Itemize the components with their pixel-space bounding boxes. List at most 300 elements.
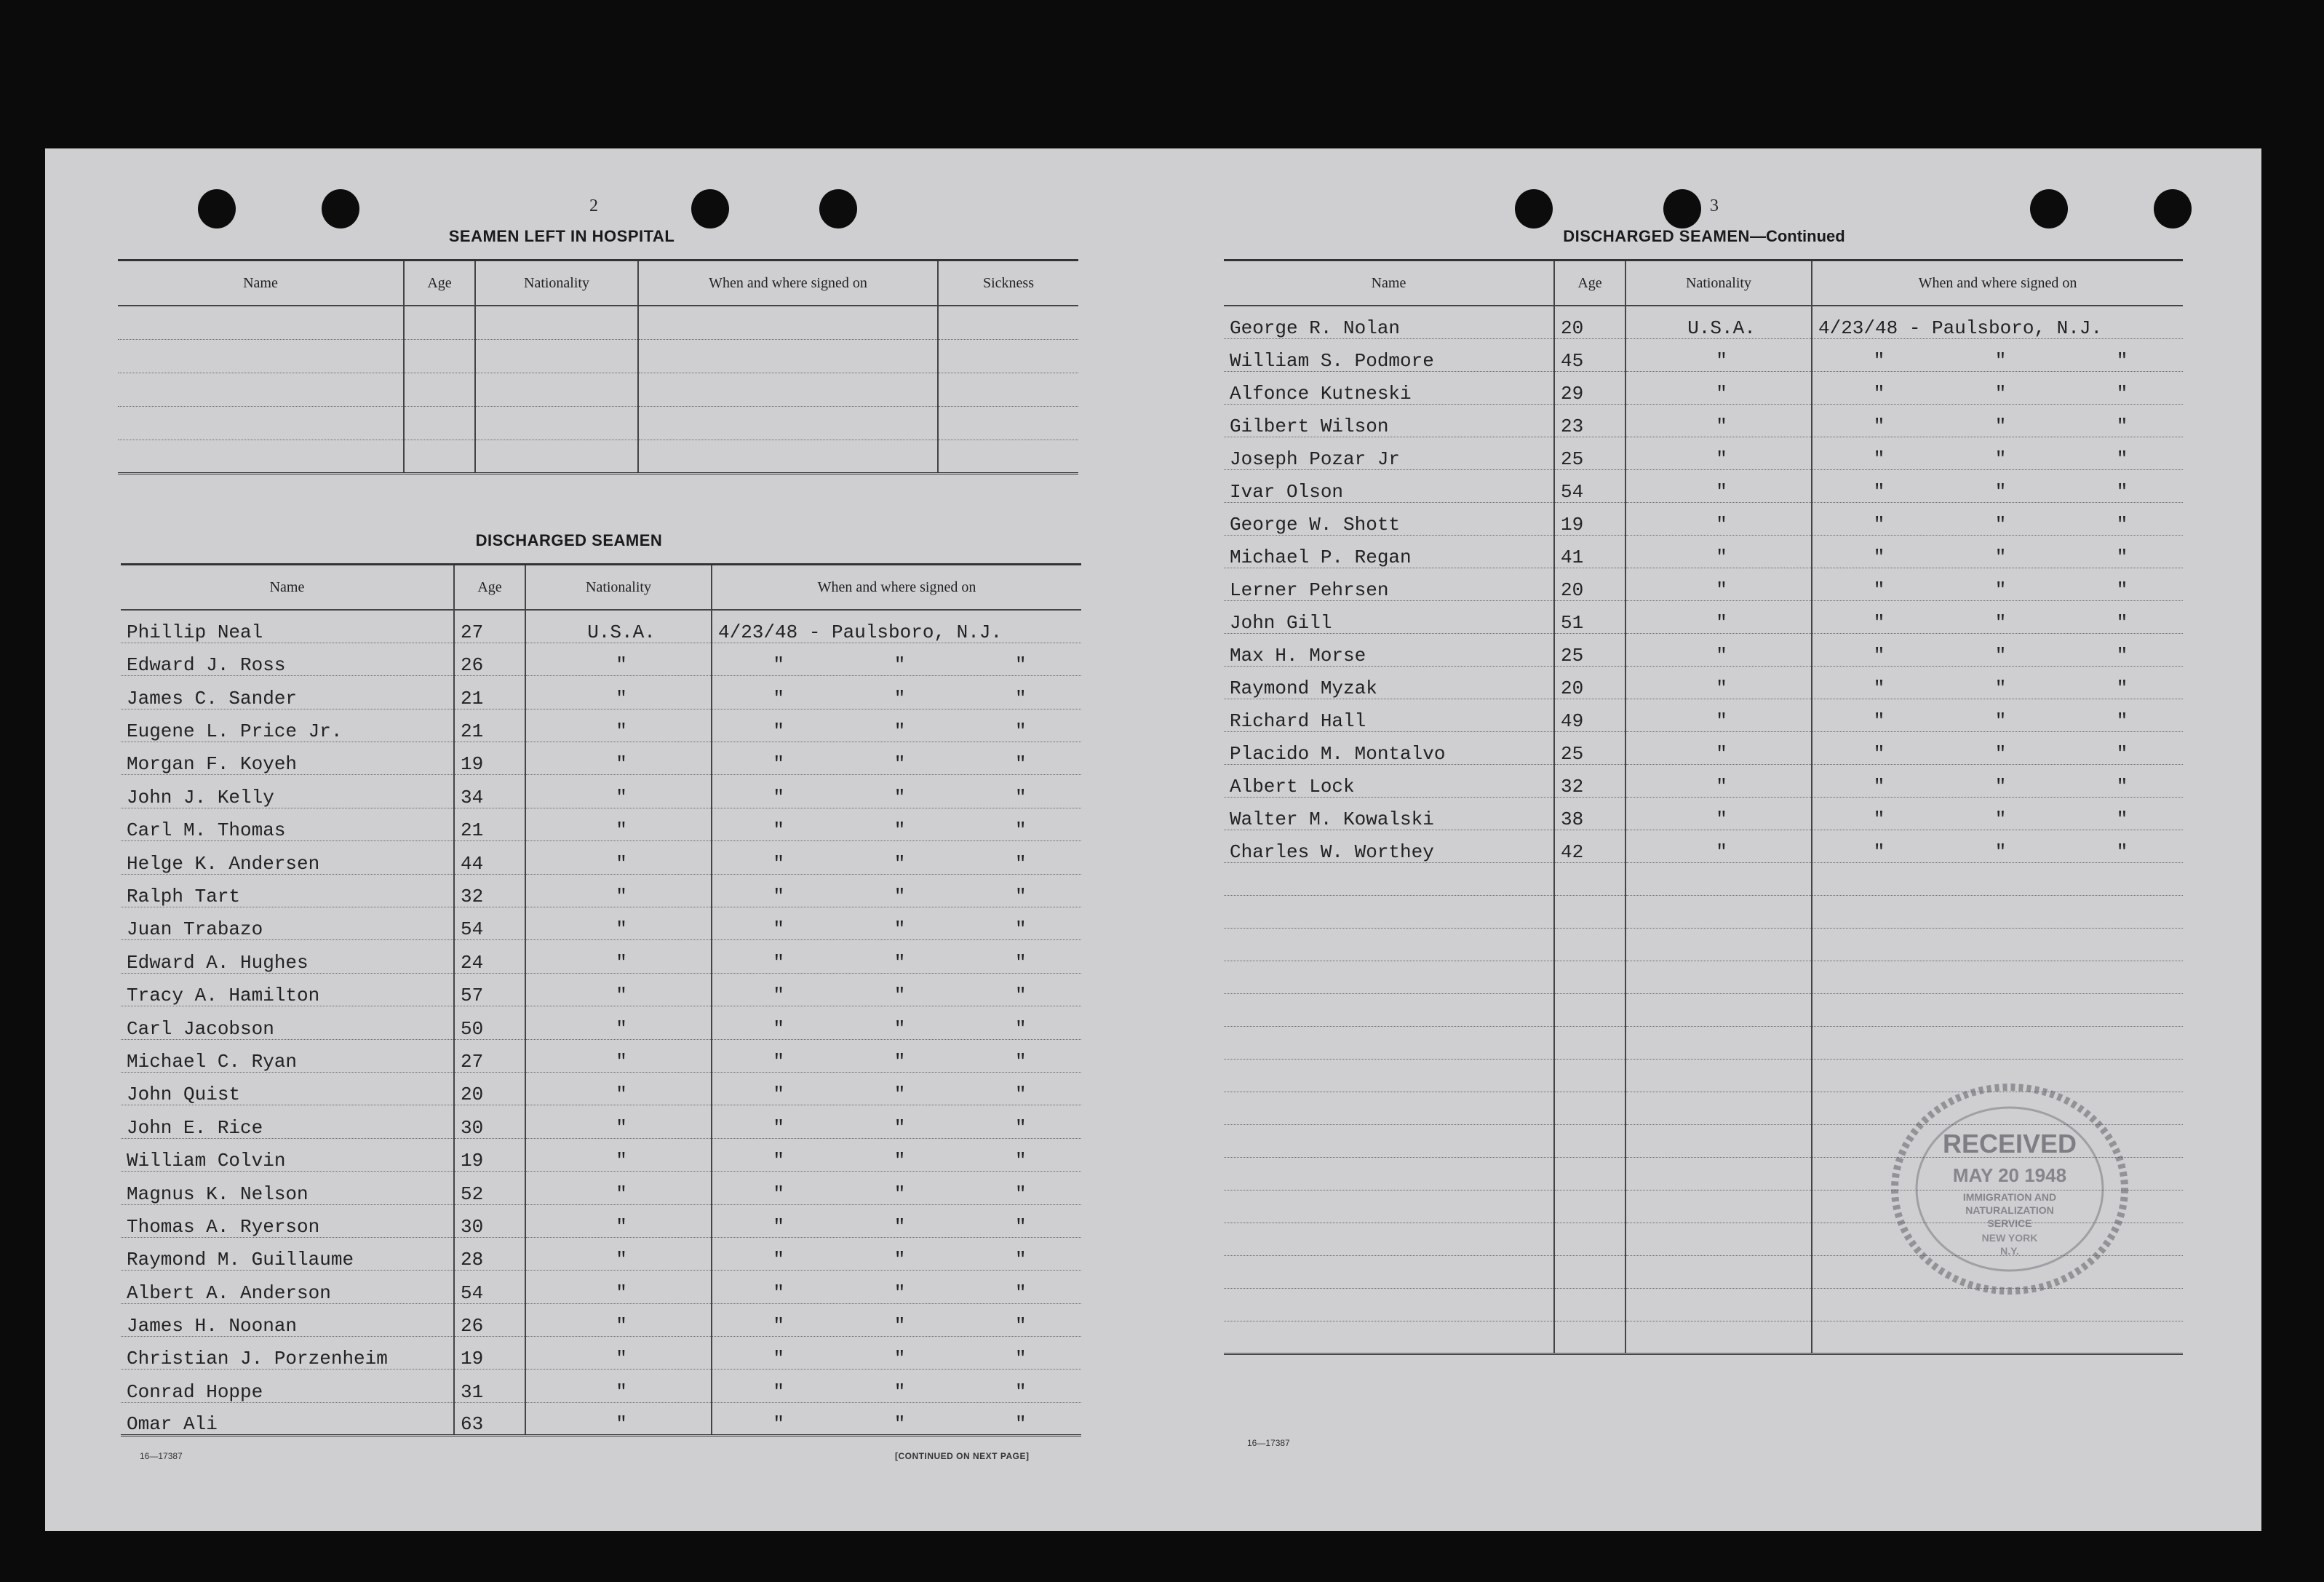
seaman-nationality: "	[1625, 404, 1812, 437]
seaman-age: 26	[454, 643, 525, 675]
seaman-name: George W. Shott	[1224, 502, 1554, 535]
seaman-name: Albert A. Anderson	[121, 1271, 454, 1303]
ditto-marks	[1818, 809, 2183, 830]
seaman-name: William Colvin	[121, 1138, 454, 1171]
ditto-mark: "	[1994, 349, 2007, 371]
ditto-mark: "	[773, 1017, 784, 1040]
seaman-age: 19	[454, 1138, 525, 1171]
ditto-marks	[1818, 482, 2183, 502]
seaman-row	[121, 1006, 1081, 1039]
seaman-name: Richard Hall	[1224, 699, 1554, 731]
ditto-mark: "	[1015, 918, 1027, 940]
seaman-signed-on	[712, 1204, 1081, 1237]
seaman-nationality: "	[525, 1039, 712, 1072]
column-header-signed-on: When and where signed on	[638, 261, 938, 306]
seaman-nationality	[1625, 1059, 1812, 1092]
seaman-name	[1224, 862, 1554, 895]
ditto-mark: "	[773, 852, 784, 875]
seaman-name	[1224, 1223, 1554, 1255]
seaman-nationality	[1625, 862, 1812, 895]
ditto-mark: "	[1015, 1249, 1027, 1271]
seaman-row	[121, 775, 1081, 808]
ditto-mark: "	[894, 720, 906, 742]
ditto-mark: "	[1015, 753, 1027, 775]
ditto-mark: "	[1015, 720, 1027, 742]
ditto-mark: "	[1015, 1380, 1027, 1403]
seaman-age: 31	[454, 1370, 525, 1402]
form-number: 16—17387	[1247, 1438, 1290, 1448]
seaman-age: 30	[454, 1105, 525, 1138]
ditto-marks	[1818, 613, 2183, 633]
seaman-nationality: "	[525, 874, 712, 907]
ditto-mark: "	[773, 918, 784, 940]
seaman-name: Raymond M. Guillaume	[121, 1237, 454, 1270]
ditto-mark: "	[1873, 448, 1885, 469]
left-page	[45, 148, 1166, 1531]
seaman-signed-on	[712, 643, 1081, 675]
column-header-signed-on: When and where signed on	[712, 565, 1081, 611]
seaman-age: 28	[454, 1237, 525, 1270]
seaman-signed-on	[712, 1402, 1081, 1435]
ditto-mark: "	[773, 1315, 784, 1337]
seaman-age: 63	[454, 1402, 525, 1435]
seaman-row	[1224, 731, 2183, 764]
seaman-row	[121, 742, 1081, 775]
seaman-nationality: "	[1625, 502, 1812, 535]
seaman-signed-on	[712, 742, 1081, 775]
ditto-mark: "	[894, 1413, 906, 1436]
ditto-mark: "	[1015, 1315, 1027, 1337]
page-number: 2	[589, 196, 598, 215]
column-header-name: Name	[118, 261, 404, 306]
ditto-mark: "	[1015, 985, 1027, 1006]
ditto-mark: "	[894, 886, 906, 907]
ditto-marks	[718, 688, 1081, 709]
seaman-name: William S. Podmore	[1224, 338, 1554, 371]
seaman-signed-on	[1812, 633, 2183, 666]
ditto-marks	[718, 1316, 1081, 1336]
seaman-nationality	[1625, 1190, 1812, 1223]
seaman-nationality: "	[525, 808, 712, 840]
seaman-signed-on	[1812, 437, 2183, 469]
ditto-mark: "	[1873, 808, 1885, 830]
ditto-mark: "	[773, 886, 784, 907]
blank-row	[1224, 928, 2183, 961]
punch-hole	[819, 189, 857, 228]
ditto-mark: "	[894, 1380, 906, 1403]
ditto-mark: "	[894, 951, 906, 974]
seaman-age: 25	[1554, 731, 1625, 764]
seaman-signed-on	[1812, 338, 2183, 371]
seaman-age: 32	[1554, 764, 1625, 797]
seaman-nationality: "	[1625, 797, 1812, 830]
seaman-row	[1224, 338, 2183, 371]
ditto-mark: "	[894, 1315, 906, 1337]
seaman-row	[121, 1172, 1081, 1204]
seaman-name	[1224, 1026, 1554, 1059]
seaman-nationality: "	[1625, 666, 1812, 699]
ditto-mark: "	[773, 985, 784, 1006]
stamp-line-4: NATURALIZATION	[1965, 1204, 2054, 1216]
seaman-row	[121, 874, 1081, 907]
seaman-age	[1554, 862, 1625, 895]
seaman-row	[1224, 568, 2183, 600]
seaman-row	[121, 1402, 1081, 1435]
seaman-row	[121, 1072, 1081, 1105]
received-stamp	[1879, 1073, 2141, 1305]
seaman-row	[121, 610, 1081, 643]
seaman-nationality: "	[525, 643, 712, 675]
ditto-mark: "	[1994, 546, 2007, 568]
ditto-marks	[718, 1249, 1081, 1270]
seaman-signed-on	[1812, 600, 2183, 633]
seaman-signed-on	[712, 1271, 1081, 1303]
seaman-signed-on	[712, 676, 1081, 709]
blank-row	[118, 306, 1078, 339]
seaman-name	[1224, 1124, 1554, 1157]
seaman-row	[121, 676, 1081, 709]
ditto-mark: "	[773, 1182, 784, 1205]
ditto-mark: "	[1873, 349, 1885, 371]
seaman-row	[121, 1303, 1081, 1336]
discharged-rows-left	[121, 610, 1081, 1436]
column-header-name: Name	[121, 565, 454, 611]
seaman-row	[121, 1370, 1081, 1402]
ditto-mark: "	[1873, 775, 1885, 797]
seaman-name: Michael P. Regan	[1224, 535, 1554, 568]
seaman-age	[1554, 1255, 1625, 1288]
seaman-age: 19	[454, 1337, 525, 1370]
seaman-nationality: "	[525, 1138, 712, 1171]
seaman-name: John E. Rice	[121, 1105, 454, 1138]
seaman-row	[121, 1204, 1081, 1237]
seaman-nationality	[1625, 1124, 1812, 1157]
ditto-mark: "	[1015, 1050, 1027, 1073]
continued-note: [CONTINUED ON NEXT PAGE]	[895, 1451, 1030, 1461]
ditto-mark: "	[894, 1150, 906, 1172]
seaman-signed-on: 4/23/48 - Paulsboro, N.J.	[712, 610, 1081, 643]
seaman-name: Edward A. Hughes	[121, 940, 454, 973]
ditto-mark: "	[773, 1281, 784, 1304]
seaman-name: Thomas A. Ryerson	[121, 1204, 454, 1237]
seaman-age: 26	[454, 1303, 525, 1336]
seaman-row	[1224, 666, 2183, 699]
seaman-name: John Gill	[1224, 600, 1554, 633]
ditto-marks	[1818, 842, 2183, 862]
seaman-age: 25	[1554, 437, 1625, 469]
seaman-row	[1224, 600, 2183, 633]
seaman-signed-on	[1812, 699, 2183, 731]
hospital-table	[118, 259, 1078, 474]
seaman-signed-on	[712, 1039, 1081, 1072]
ditto-marks	[1818, 416, 2183, 437]
seaman-age: 41	[1554, 535, 1625, 568]
seaman-nationality: "	[525, 1370, 712, 1402]
seaman-name	[1224, 1059, 1554, 1092]
ditto-mark: "	[1873, 677, 1885, 699]
seaman-nationality	[1625, 1157, 1812, 1190]
blank-row	[1224, 993, 2183, 1026]
seaman-signed-on	[712, 709, 1081, 742]
ditto-mark: "	[1015, 886, 1027, 907]
seaman-name	[1224, 1321, 1554, 1354]
seaman-name: Placido M. Montalvo	[1224, 731, 1554, 764]
ditto-marks	[718, 1052, 1081, 1072]
seaman-name: Carl Jacobson	[121, 1006, 454, 1039]
hospital-table-body	[118, 306, 1078, 473]
seaman-row	[1224, 469, 2183, 502]
ditto-mark: "	[1994, 840, 2007, 862]
ditto-mark: "	[773, 786, 784, 808]
seaman-age	[1554, 928, 1625, 961]
seaman-nationality: "	[525, 841, 712, 874]
seaman-name	[1224, 895, 1554, 928]
seaman-age	[1554, 1059, 1625, 1092]
seaman-nationality: "	[1625, 469, 1812, 502]
seaman-nationality: "	[525, 1271, 712, 1303]
seaman-signed-on	[712, 1006, 1081, 1039]
seaman-signed-on	[1812, 535, 2183, 568]
seaman-nationality	[1625, 1223, 1812, 1255]
ditto-mark: "	[2116, 448, 2128, 469]
seaman-age: 54	[454, 907, 525, 940]
punch-hole	[2030, 189, 2068, 228]
seaman-name: Helge K. Andersen	[121, 841, 454, 874]
ditto-marks	[718, 953, 1081, 973]
ditto-mark: "	[1873, 546, 1885, 568]
seaman-age: 20	[1554, 306, 1625, 338]
seaman-name	[1224, 1288, 1554, 1321]
ditto-marks	[1818, 645, 2183, 666]
ditto-mark: "	[1873, 840, 1885, 862]
seaman-age	[1554, 961, 1625, 993]
punch-hole	[322, 189, 359, 228]
seaman-name: Edward J. Ross	[121, 643, 454, 675]
seaman-name: Carl M. Thomas	[121, 808, 454, 840]
seaman-name	[1224, 1190, 1554, 1223]
discharged-heading: DISCHARGED SEAMEN	[475, 531, 663, 549]
seaman-signed-on	[1812, 371, 2183, 404]
seaman-age: 19	[1554, 502, 1625, 535]
ditto-marks	[718, 721, 1081, 742]
seaman-row	[121, 709, 1081, 742]
seaman-nationality	[1625, 1288, 1812, 1321]
ditto-mark: "	[1994, 480, 2007, 502]
seaman-name: John J. Kelly	[121, 775, 454, 808]
stamp-line-1: RECEIVED	[1942, 1129, 2077, 1158]
seaman-nationality: "	[525, 775, 712, 808]
seaman-nationality	[1625, 1255, 1812, 1288]
ditto-marks	[718, 1382, 1081, 1402]
seaman-age	[1554, 1026, 1625, 1059]
seaman-nationality: "	[525, 907, 712, 940]
ditto-marks	[1818, 580, 2183, 600]
seaman-nationality: "	[1625, 600, 1812, 633]
seaman-name: Ivar Olson	[1224, 469, 1554, 502]
seaman-row	[1224, 535, 2183, 568]
ditto-mark: "	[1015, 1017, 1027, 1040]
stamp-line-2: MAY 20 1948	[1952, 1164, 2067, 1186]
seaman-nationality	[1625, 1092, 1812, 1124]
ditto-marks	[718, 854, 1081, 874]
seaman-name: Alfonce Kutneski	[1224, 371, 1554, 404]
ditto-mark: "	[894, 1084, 906, 1105]
ditto-mark: "	[1015, 1084, 1027, 1105]
ditto-mark: "	[2116, 677, 2128, 699]
blank-row	[118, 406, 1078, 440]
seaman-age: 20	[454, 1072, 525, 1105]
stamp-line-7: N.Y.	[2000, 1245, 2019, 1257]
seaman-row	[121, 973, 1081, 1006]
ditto-marks	[1818, 514, 2183, 535]
ditto-mark: "	[894, 918, 906, 940]
seaman-age: 29	[1554, 371, 1625, 404]
ditto-mark: "	[894, 654, 906, 676]
ditto-marks	[718, 1283, 1081, 1303]
ditto-mark: "	[1873, 611, 1885, 633]
seaman-signed-on	[712, 1172, 1081, 1204]
ditto-mark: "	[773, 819, 784, 841]
blank-row	[1224, 1321, 2183, 1354]
ditto-mark: "	[894, 819, 906, 841]
ditto-marks	[1818, 744, 2183, 764]
blank-row	[118, 373, 1078, 406]
seaman-row	[121, 1039, 1081, 1072]
seaman-age: 54	[1554, 469, 1625, 502]
seaman-row	[121, 907, 1081, 940]
seaman-nationality	[1625, 928, 1812, 961]
blank-row	[1224, 862, 2183, 895]
seaman-name	[1224, 961, 1554, 993]
seaman-age: 23	[1554, 404, 1625, 437]
ditto-marks	[718, 1414, 1081, 1434]
ditto-mark: "	[894, 1249, 906, 1271]
seaman-signed-on	[712, 841, 1081, 874]
ditto-mark: "	[894, 1050, 906, 1073]
discharged-table-left	[121, 563, 1081, 1436]
ditto-mark: "	[1994, 775, 2007, 797]
ditto-mark: "	[1015, 951, 1027, 974]
column-header-nationality: Nationality	[1625, 261, 1812, 306]
seaman-signed-on	[712, 1303, 1081, 1336]
seaman-nationality: "	[1625, 731, 1812, 764]
column-header-age: Age	[404, 261, 475, 306]
seaman-nationality: "	[525, 742, 712, 775]
ditto-mark: "	[2116, 415, 2128, 437]
seaman-row	[121, 940, 1081, 973]
seaman-name: Charles W. Worthey	[1224, 830, 1554, 862]
seaman-signed-on	[1812, 731, 2183, 764]
seaman-name: Morgan F. Koyeh	[121, 742, 454, 775]
seaman-age: 34	[454, 775, 525, 808]
ditto-mark: "	[1015, 1281, 1027, 1304]
seaman-signed-on	[712, 973, 1081, 1006]
ditto-mark: "	[1015, 687, 1027, 709]
seaman-name: Joseph Pozar Jr	[1224, 437, 1554, 469]
seaman-name: Walter M. Kowalski	[1224, 797, 1554, 830]
ditto-marks	[718, 886, 1081, 907]
ditto-marks	[1818, 547, 2183, 568]
seaman-age: 30	[454, 1204, 525, 1237]
ditto-mark: "	[1873, 480, 1885, 502]
punch-hole	[1515, 189, 1553, 228]
ditto-mark: "	[2116, 513, 2128, 535]
ditto-marks	[718, 1150, 1081, 1171]
ditto-mark: "	[773, 951, 784, 974]
blank-row	[118, 440, 1078, 473]
seaman-nationality: "	[1625, 437, 1812, 469]
page-number: 3	[1710, 196, 1719, 215]
ditto-mark: "	[2116, 644, 2128, 666]
ditto-marks	[718, 1184, 1081, 1204]
seaman-age	[1554, 1092, 1625, 1124]
seaman-nationality	[1625, 961, 1812, 993]
ditto-mark: "	[2116, 579, 2128, 600]
ditto-mark: "	[1015, 654, 1027, 676]
ditto-mark: "	[1994, 709, 2007, 731]
seaman-name: James H. Noonan	[121, 1303, 454, 1336]
seaman-age	[1554, 1190, 1625, 1223]
seaman-row	[1224, 371, 2183, 404]
seaman-signed-on	[1812, 404, 2183, 437]
ditto-mark: "	[773, 654, 784, 676]
seaman-name: Omar Ali	[121, 1402, 454, 1435]
ditto-mark: "	[1015, 1182, 1027, 1205]
seaman-age: 42	[1554, 830, 1625, 862]
ditto-mark: "	[894, 1281, 906, 1304]
ditto-mark: "	[1994, 644, 2007, 666]
ditto-marks	[1818, 776, 2183, 797]
ditto-mark: "	[773, 1413, 784, 1436]
ditto-mark: "	[1015, 1348, 1027, 1370]
ditto-mark: "	[773, 1348, 784, 1370]
seaman-name: Lerner Pehrsen	[1224, 568, 1554, 600]
ditto-marks	[718, 919, 1081, 939]
ditto-marks	[718, 1118, 1081, 1138]
ditto-mark: "	[1873, 709, 1885, 731]
punch-hole	[1663, 189, 1701, 228]
column-header-sickness: Sickness	[938, 261, 1078, 306]
ditto-mark: "	[1994, 448, 2007, 469]
blank-row	[1224, 961, 2183, 993]
ditto-mark: "	[773, 1215, 784, 1238]
ditto-mark: "	[2116, 611, 2128, 633]
seaman-nationality: "	[1625, 764, 1812, 797]
ditto-mark: "	[1873, 382, 1885, 404]
seaman-signed-on	[1812, 666, 2183, 699]
seaman-signed-on	[1812, 568, 2183, 600]
seaman-nationality: "	[525, 1072, 712, 1105]
stamp-line-3: IMMIGRATION AND	[1962, 1191, 2057, 1203]
ditto-mark: "	[1994, 579, 2007, 600]
seaman-age: 21	[454, 808, 525, 840]
seaman-row	[1224, 830, 2183, 862]
seaman-age: 50	[454, 1006, 525, 1039]
seaman-age: 57	[454, 973, 525, 1006]
ditto-mark: "	[1994, 677, 2007, 699]
seaman-row	[1224, 306, 2183, 338]
ditto-mark: "	[1873, 644, 1885, 666]
seaman-name: James C. Sander	[121, 676, 454, 709]
seaman-row	[1224, 502, 2183, 535]
seaman-nationality: "	[1625, 338, 1812, 371]
ditto-mark: "	[1994, 742, 2007, 764]
seaman-nationality: "	[525, 1172, 712, 1204]
ditto-marks	[718, 655, 1081, 675]
seaman-nationality: "	[525, 1402, 712, 1435]
seaman-age: 54	[454, 1271, 525, 1303]
seaman-nationality	[1625, 993, 1812, 1026]
